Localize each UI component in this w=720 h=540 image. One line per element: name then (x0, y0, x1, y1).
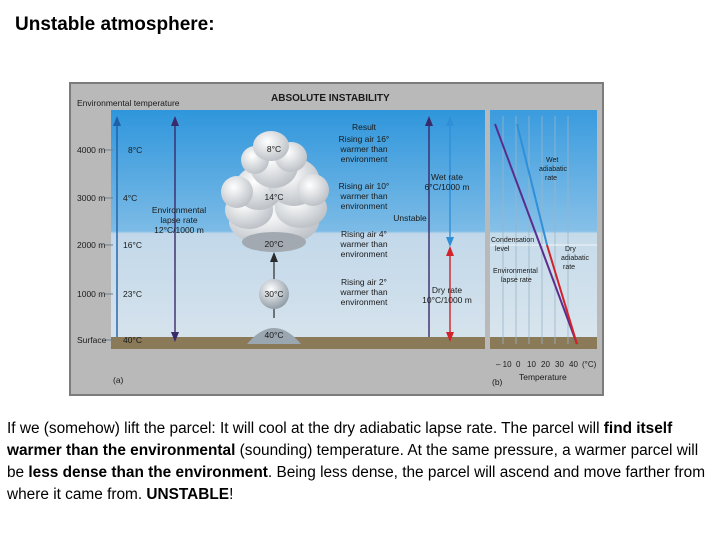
graph-condensation-line-1: Condensation (491, 237, 535, 244)
panel-b-label: (b) (492, 377, 503, 387)
graph-tick-20: 20 (541, 360, 550, 369)
altitude-label-surface: Surface (77, 335, 107, 345)
panel-a-label: (a) (113, 375, 124, 385)
caption-text-1: If we (somehow) lift the parcel: It will cool at the dry adiabatic lapse rate. The parcel will (7, 420, 604, 437)
env-lapse-line-3: 12°C/1000 m (154, 225, 204, 235)
graph-wet-line-2: adiabatic (539, 166, 568, 173)
result-2-line-2: warmer than (340, 191, 388, 201)
sky-panel-b (490, 110, 597, 343)
parcel-temp-2000: 20°C (264, 239, 284, 249)
ground-panel-b (490, 337, 597, 349)
caption-paragraph (7, 418, 715, 506)
result-2-line-3: environment (340, 201, 388, 211)
altitude-label-1000: 1000 m (77, 289, 106, 299)
result-2-line-1: Rising air 10° (338, 181, 390, 191)
caption-text-4: ! (229, 486, 234, 503)
dry-rate-line-2: 10°C/1000 m (422, 295, 472, 305)
result-1-line-1: Rising air 16° (338, 134, 390, 144)
env-temp-surface: 40°C (123, 335, 142, 345)
result-4-line-1: Rising air 2° (341, 277, 387, 287)
altitude-label-2000: 2000 m (77, 240, 106, 250)
env-lapse-line-2: lapse rate (160, 215, 198, 225)
result-4-line-3: environment (340, 297, 388, 307)
result-1-line-3: environment (340, 154, 388, 164)
graph-dry-line-1: Dry (565, 246, 576, 253)
caption-bold-1: find itself warmer than the environmental (7, 420, 673, 459)
graph-dry-line-3: rate (563, 264, 576, 271)
result-3-line-1: Rising air 4° (341, 229, 387, 239)
graph-env-line-2: lapse rate (501, 277, 532, 284)
result-3-line-2: warmer than (340, 239, 388, 249)
parcel-temp-4000: 8°C (266, 144, 282, 154)
result-heading: Result (351, 122, 377, 132)
header-absolute-instability: ABSOLUTE INSTABILITY (271, 93, 390, 104)
altitude-label-3000: 3000 m (77, 193, 106, 203)
unstable-label: Unstable (393, 213, 427, 223)
result-3-line-3: environment (340, 249, 388, 259)
graph-env-line-1: Environmental (493, 268, 538, 275)
graph-dry-line-2: adiabatic (561, 255, 590, 262)
altitude-label-4000: 4000 m (77, 145, 106, 155)
wet-rate-line-1: Wet rate (431, 172, 463, 182)
env-lapse-line-1: Environmental (151, 205, 207, 215)
absolute-instability-figure (69, 82, 604, 396)
result-4-line-2: warmer than (340, 287, 388, 297)
parcel-temp-surface: 40°C (264, 330, 284, 340)
slide-title: Unstable atmosphere: (15, 14, 215, 35)
caption-bold-3: UNSTABLE (146, 486, 230, 503)
graph-axis-title: Temperature (519, 372, 567, 382)
graph-condensation-line-2: level (495, 246, 510, 253)
graph-wet-line-1: Wet (546, 157, 559, 164)
header-env-temperature: Environmental temperature (77, 98, 180, 108)
graph-tick-40: 40 (569, 360, 578, 369)
graph-tick-unit: (°C) (582, 360, 597, 369)
parcel-temp-1000: 30°C (264, 289, 284, 299)
dry-rate-line-1: Dry rate (431, 285, 463, 295)
graph-tick-minus10: – 10 (496, 360, 512, 369)
wet-rate-line-2: 6°C/1000 m (424, 182, 470, 192)
graph-tick-30: 30 (555, 360, 564, 369)
caption-text-2: (sounding) temperature. At the same pressure, a warmer parcel will be (7, 442, 699, 481)
env-temp-2000: 16°C (123, 240, 142, 250)
graph-tick-10: 10 (527, 360, 536, 369)
env-temp-3000: 4°C (123, 193, 138, 203)
env-temp-1000: 23°C (123, 289, 142, 299)
caption-text-3: . Being less dense, the parcel will ascend and move farther from where it came from. (7, 464, 706, 503)
graph-wet-line-3: rate (545, 175, 558, 182)
parcel-temp-3000: 14°C (264, 192, 284, 202)
env-temp-4000: 8°C (128, 145, 143, 155)
result-1-line-2: warmer than (340, 144, 388, 154)
caption-bold-2: less dense than the environment (28, 464, 268, 481)
graph-tick-0: 0 (516, 360, 521, 369)
